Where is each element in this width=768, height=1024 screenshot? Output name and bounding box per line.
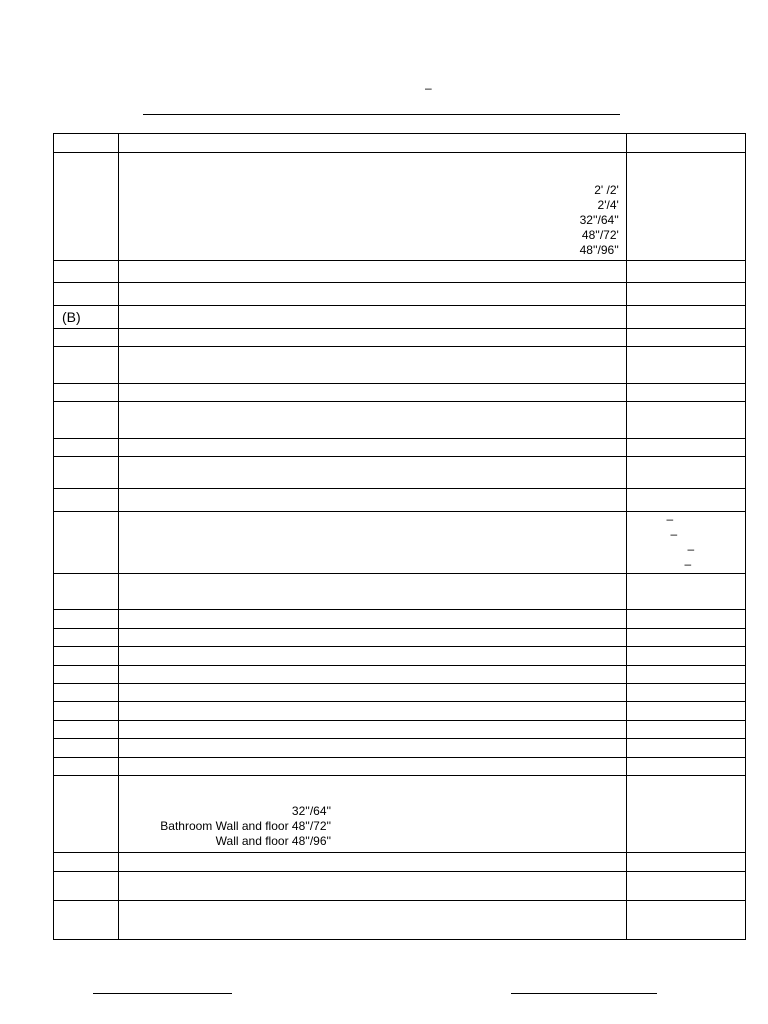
table-row	[54, 261, 746, 283]
table-row	[54, 574, 746, 610]
table-row	[54, 402, 746, 439]
check-mark: –	[684, 557, 692, 571]
table-row	[54, 901, 746, 940]
table-row	[54, 853, 746, 872]
table-row	[54, 872, 746, 901]
table-row	[54, 306, 746, 329]
table-row	[54, 347, 746, 384]
check-mark: –	[670, 527, 678, 541]
tile-size: 2'/4'	[597, 198, 619, 212]
check-mark: –	[666, 512, 674, 526]
table-row	[54, 684, 746, 702]
tile-size: 48''/96''	[579, 243, 619, 257]
table-row	[54, 489, 746, 512]
row-label-b: (B)	[62, 309, 81, 325]
table-row	[54, 457, 746, 489]
table-row	[54, 739, 746, 758]
header-underline	[143, 114, 620, 115]
size-note: Bathroom Wall and floor 48''/72''	[160, 819, 332, 833]
signature-line-left	[93, 993, 232, 994]
table-row	[54, 439, 746, 457]
tile-size-list	[119, 153, 626, 258]
table-row	[54, 647, 746, 666]
bathroom-size-list	[119, 776, 331, 849]
table-row	[54, 721, 746, 739]
tile-size: 48''/72'	[581, 228, 619, 242]
table-row	[54, 134, 746, 153]
header-dash: –	[425, 81, 432, 95]
table-row	[54, 384, 746, 402]
check-mark: –	[687, 542, 695, 556]
table-row	[54, 702, 746, 721]
table-row	[54, 512, 746, 574]
table-row	[54, 153, 746, 261]
table-row	[54, 776, 746, 853]
tile-size: 32''/64''	[579, 213, 619, 227]
table-row	[54, 666, 746, 684]
signature-line-right	[511, 993, 657, 994]
size-note: Wall and floor 48''/96''	[215, 834, 332, 848]
table-row	[54, 283, 746, 306]
table-row	[54, 610, 746, 629]
table-row	[54, 758, 746, 776]
spec-table	[53, 133, 746, 940]
tile-size: 2' /2'	[594, 183, 619, 197]
size-note: 32''/64''	[291, 804, 332, 818]
table-row	[54, 329, 746, 347]
table-row	[54, 629, 746, 647]
